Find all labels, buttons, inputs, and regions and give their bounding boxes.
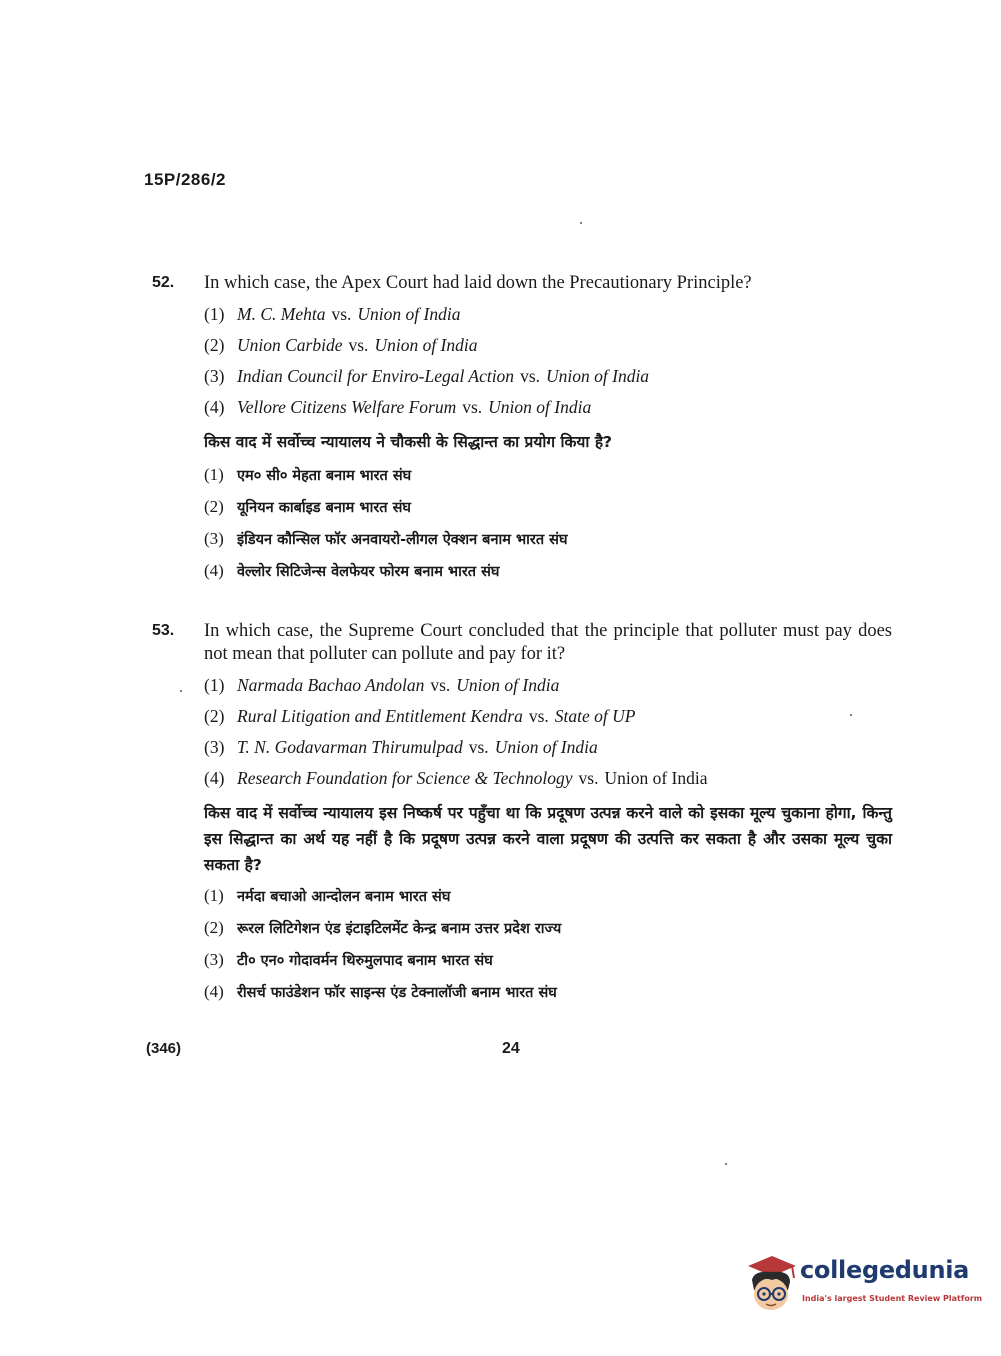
party-a: Vellore Citizens Welfare Forum — [237, 397, 457, 417]
party-a: Rural Litigation and Entitlement Kendra — [237, 706, 523, 726]
hindi-question-text: किस वाद में सर्वोच्च न्यायालय ने चौकसी के सिद्धान्त का प्रयोग किया है? — [204, 433, 613, 451]
option-number: (1) — [204, 886, 224, 905]
hindi-option-text: रीसर्च फाउंडेशन फॉर साइन्स एंड टेक्नालॉजी बनाम भारत संघ — [237, 985, 557, 1001]
hindi-option-text: टी० एन० गोदावर्मन थिरुमुलपाद बनाम भारत संघ — [237, 953, 493, 969]
scan-speck — [725, 1163, 727, 1165]
party-a: Research Foundation for Science & Technology — [237, 768, 573, 788]
hindi-option-text: इंडियन कौन्सिल फॉर अनवायरो-लीगल ऐक्शन बनाम भारत संघ — [237, 532, 568, 548]
collegedunia-watermark — [742, 1250, 983, 1320]
option-number: (4) — [204, 768, 225, 788]
party-a: Narmada Bachao Andolan — [237, 675, 425, 695]
party-b: Union of India — [604, 768, 708, 788]
hindi-option-text: एम० सी० मेहता बनाम भारत संघ — [237, 468, 412, 484]
page-number: 24 — [502, 1040, 520, 1057]
option-2 — [204, 701, 892, 732]
hindi-option-text: रूरल लिटिगेशन एंड इंटाइटिलमेंट केन्द्र बनाम उत्तर प्रदेश राज्य — [237, 921, 562, 937]
option-4 — [204, 392, 892, 423]
hindi-option-text: नर्मदा बचाओ आन्दोलन बनाम भारत संघ — [237, 889, 451, 905]
option-number: (2) — [204, 497, 224, 516]
option-1 — [204, 299, 892, 330]
watermark-brand: collegedunia — [800, 1256, 970, 1284]
party-a: M. C. Mehta — [237, 304, 326, 324]
option-3 — [204, 732, 892, 763]
party-b: State of UP — [554, 706, 636, 726]
versus: vs. — [331, 304, 352, 324]
question-53 — [152, 620, 892, 1008]
option-number: (1) — [204, 304, 225, 324]
hindi-option-text: वेल्लोर सिटिजेन्स वेलफेयर फोरम बनाम भारत संघ — [237, 564, 500, 580]
hindi-option-2 — [204, 491, 892, 523]
question-text: In which case, the Supreme Court concluded that the principle that polluter must pay does not mean that polluter can pollute and pay for it? — [204, 621, 892, 664]
option-number: (3) — [204, 737, 225, 757]
scan-speck — [580, 222, 582, 224]
versus: vs. — [468, 737, 489, 757]
option-number: (4) — [204, 561, 224, 580]
hindi-option-1 — [204, 459, 892, 491]
hindi-option-text: यूनियन कार्बाइड बनाम भारत संघ — [237, 500, 411, 516]
option-1 — [204, 670, 892, 701]
option-4 — [204, 763, 892, 794]
versus: vs. — [528, 706, 549, 726]
option-number: (2) — [204, 918, 224, 937]
option-number: (2) — [204, 706, 225, 726]
scan-speck — [180, 690, 182, 692]
hindi-question-text: किस वाद में सर्वोच्च न्यायालय इस निष्कर्ष पर पहुँचा था कि प्रदूषण उत्पन्न करने वाले को इसका मूल्य चुकाना होगा, किन्तु इस सिद्धान्त का अर्थ यह नहीं है कि प्रदूषण उत्पन्न करने वाला प्रदूषण की उत्पत्ति कर सकता है और उसका मूल्य चुका सकता है? — [204, 804, 892, 874]
paper-code: 15P/286/2 — [144, 170, 227, 189]
party-b: Union of India — [546, 366, 650, 386]
question-52 — [152, 272, 892, 587]
watermark-tagline: India's largest Student Review Platform — [802, 1294, 983, 1303]
hindi-option-3 — [204, 523, 892, 555]
scan-speck — [850, 714, 852, 716]
option-number: (3) — [204, 529, 224, 548]
option-number: (1) — [204, 675, 225, 695]
question-number: 52. — [152, 274, 175, 291]
footer-code: (346) — [146, 1040, 182, 1057]
party-b: Union of India — [488, 397, 592, 417]
versus: vs. — [520, 366, 540, 386]
versus: vs. — [430, 675, 451, 695]
versus: vs. — [462, 397, 483, 417]
party-a: Indian Council for Enviro-Legal Action — [237, 366, 515, 386]
hindi-option-2 — [204, 912, 892, 944]
party-b: Union of India — [494, 737, 598, 757]
mascot-icon — [742, 1250, 798, 1316]
party-b: Union of India — [456, 675, 560, 695]
hindi-option-3 — [204, 944, 892, 976]
hindi-option-1 — [204, 880, 892, 912]
option-number: (3) — [204, 366, 225, 386]
option-number: (1) — [204, 465, 224, 484]
versus: vs. — [578, 768, 599, 788]
versus: vs. — [348, 335, 369, 355]
party-b: Union of India — [374, 335, 478, 355]
party-a: Union Carbide — [237, 335, 343, 355]
hindi-option-4 — [204, 555, 892, 587]
question-text: In which case, the Apex Court had laid down the Precautionary Principle? — [204, 273, 752, 293]
option-2 — [204, 330, 892, 361]
option-number: (3) — [204, 950, 224, 969]
party-a: T. N. Godavarman Thirumulpad — [237, 737, 463, 757]
option-number: (4) — [204, 982, 224, 1001]
option-number: (4) — [204, 397, 225, 417]
question-number: 53. — [152, 622, 175, 639]
hindi-option-4 — [204, 976, 892, 1008]
party-b: Union of India — [357, 304, 461, 324]
option-number: (2) — [204, 335, 225, 355]
option-3 — [204, 361, 892, 392]
